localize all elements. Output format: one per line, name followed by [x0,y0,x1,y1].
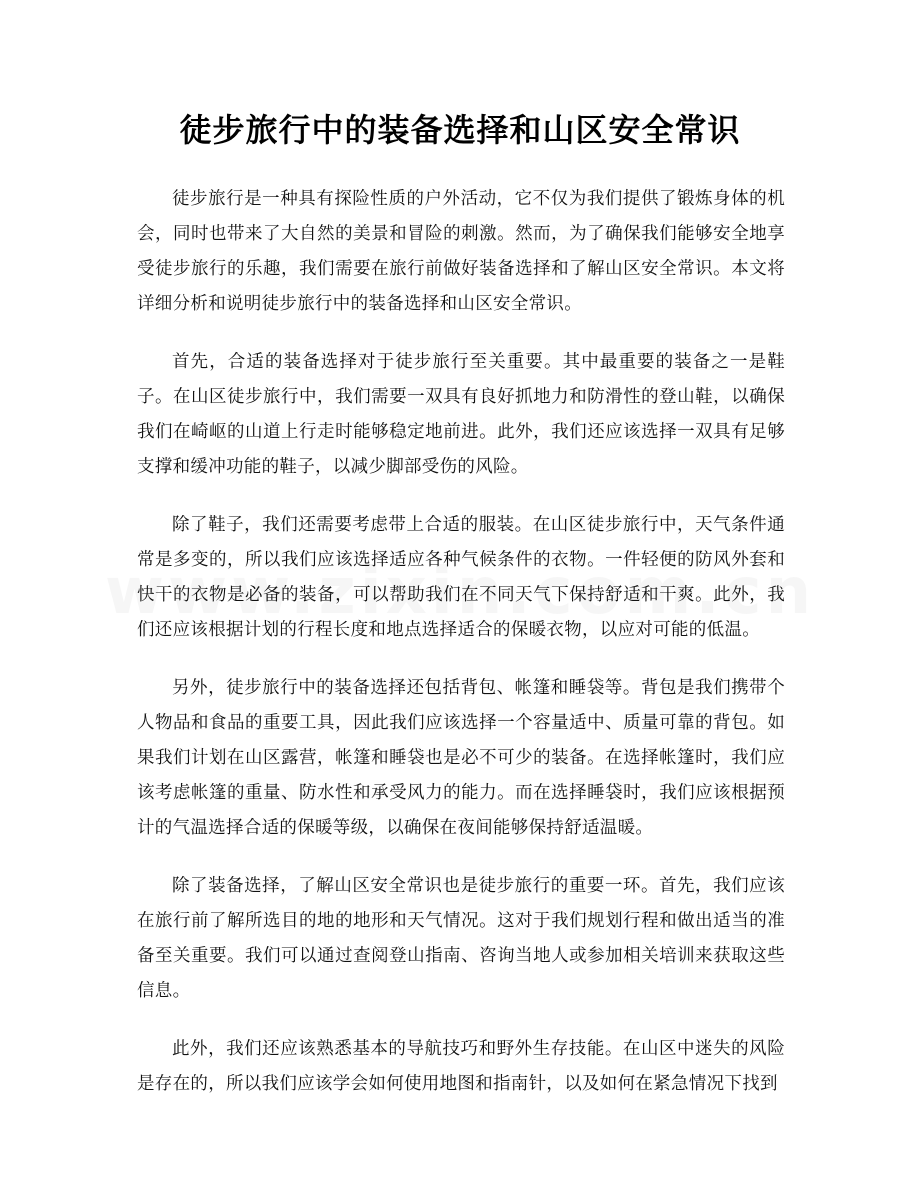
document-title: 徒步旅行中的装备选择和山区安全常识 [179,111,741,149]
paragraph-clothing: 除了鞋子，我们还需要考虑带上合适的服装。在山区徒步旅行中，天气条件通常是多变的，所以我们应该选择适应各种气候条件的衣物。一件轻便的防风外套和快干的衣物是必备的装备，可以帮助我们在不同天气下保持舒适和干爽。此外，我们还应该根据计划的行程长度和地点选择适合的保暖衣物，以应对可能的低温。 [137,515,785,640]
document-body [137,182,785,1125]
paragraph-intro: 徒步旅行是一种具有探险性质的户外活动，它不仅为我们提供了锻炼身体的机会，同时也带来了大自然的美景和冒险的刺激。然而，为了确保我们能够安全地享受徒步旅行的乐趣，我们需要在旅行前做好装备选择和了解山区安全常识。本文将详细分析和说明徒步旅行中的装备选择和山区安全常识。 [137,189,785,314]
paragraph-safety-knowledge: 除了装备选择，了解山区安全常识也是徒步旅行的重要一环。首先，我们应该在旅行前了解所选目的地的地形和天气情况。这对于我们规划行程和做出适当的准备至关重要。我们可以通过查阅登山指南、咨询当地人或参加相关培训来获取这些信息。 [137,876,785,1001]
paragraph-backpack-tent: 另外，徒步旅行中的装备选择还包括背包、帐篷和睡袋等。背包是我们携带个人物品和食品的重要工具，因此我们应该选择一个容量适中、质量可靠的背包。如果我们计划在山区露营，帐篷和睡袋也是必不可少的装备。在选择帐篷时，我们应该考虑帐篷的重量、防水性和承受风力的能力。而在选择睡袋时，我们应该根据预计的气温选择合适的保暖等级，以确保在夜间能够保持舒适温暖。 [137,678,785,838]
paragraph-navigation: 此外，我们还应该熟悉基本的导航技巧和野外生存技能。在山区中迷失的风险是存在的，所以我们应该学会如何使用地图和指南针，以及如何在紧急情况下找到 [137,1039,785,1094]
paragraph-shoes: 首先，合适的装备选择对于徒步旅行至关重要。其中最重要的装备之一是鞋子。在山区徒步旅行中，我们需要一双具有良好抓地力和防滑性的登山鞋，以确保我们在崎岖的山道上行走时能够稳定地前进。此外，我们还应该选择一双具有足够支撑和缓冲功能的鞋子，以减少脚部受伤的风险。 [137,352,785,477]
